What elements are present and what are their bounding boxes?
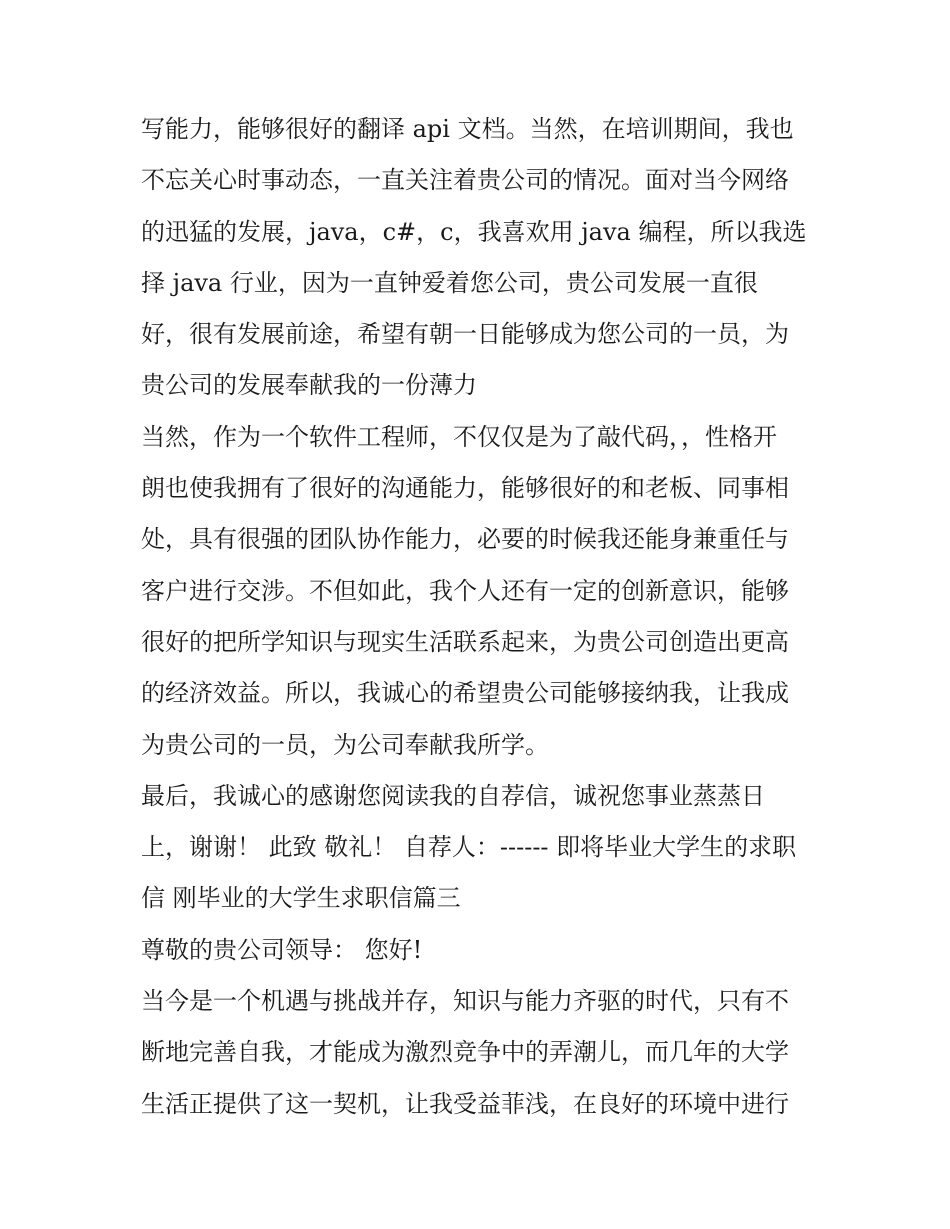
text-line: 不忘关心时事动态，一直关注着贵公司的情况。面对当今网络 [141,166,789,195]
text-line: 好，很有发展前途，希望有朝一日能够成为您公司的一员，为 [141,320,789,349]
text-line: 的迅猛的发展，java，c#，c，我喜欢用 java 编程，所以我选 [141,217,807,246]
text-line: 客户进行交涉。不但如此，我个人还有一定的创新意识，能够 [141,576,789,605]
text-line: 尊敬的贵公司领导： 您好! [141,935,423,964]
text-line: 最后，我诚心的感谢您阅读我的自荐信，诚祝您事业蒸蒸日 [141,781,765,810]
text-line: 断地完善自我，才能成为激烈竞争中的弄潮儿，而几年的大学 [141,1038,789,1067]
text-line: 为贵公司的一员，为公司奉献我所学。 [141,730,549,759]
text-line: 择 java 行业，因为一直钟爱着您公司，贵公司发展一直很 [141,268,758,297]
text-line: 当然，作为一个软件工程师，不仅仅是为了敲代码，，性格开 [141,422,777,451]
text-line: 的经济效益。所以，我诚心的希望贵公司能够接纳我，让我成 [141,679,789,708]
text-line: 贵公司的发展奉献我的一份薄力 [141,371,477,400]
text-line: 朗也使我拥有了很好的沟通能力，能够很好的和老板、同事相 [141,474,789,503]
text-line: 生活正提供了这一契机，让我受益菲浅，在良好的环境中进行 [141,1089,789,1118]
text-line: 当今是一个机遇与挑战并存，知识与能力齐驱的时代，只有不 [141,987,789,1016]
text-line: 很好的把所学知识与现实生活联系起来，为贵公司创造出更高 [141,627,789,656]
text-line: 上，谢谢！ 此致 敬礼！ 自荐人：------ 即将毕业大学生的求职 [141,833,797,862]
text-line: 信 刚毕业的大学生求职信篇三 [141,884,461,913]
text-line: 写能力，能够很好的翻译 api 文档。当然，在培训期间，我也 [141,115,794,143]
text-line: 处，具有很强的团队协作能力，必要的时候我还能身兼重任与 [141,525,789,554]
document-body [141,104,831,1130]
